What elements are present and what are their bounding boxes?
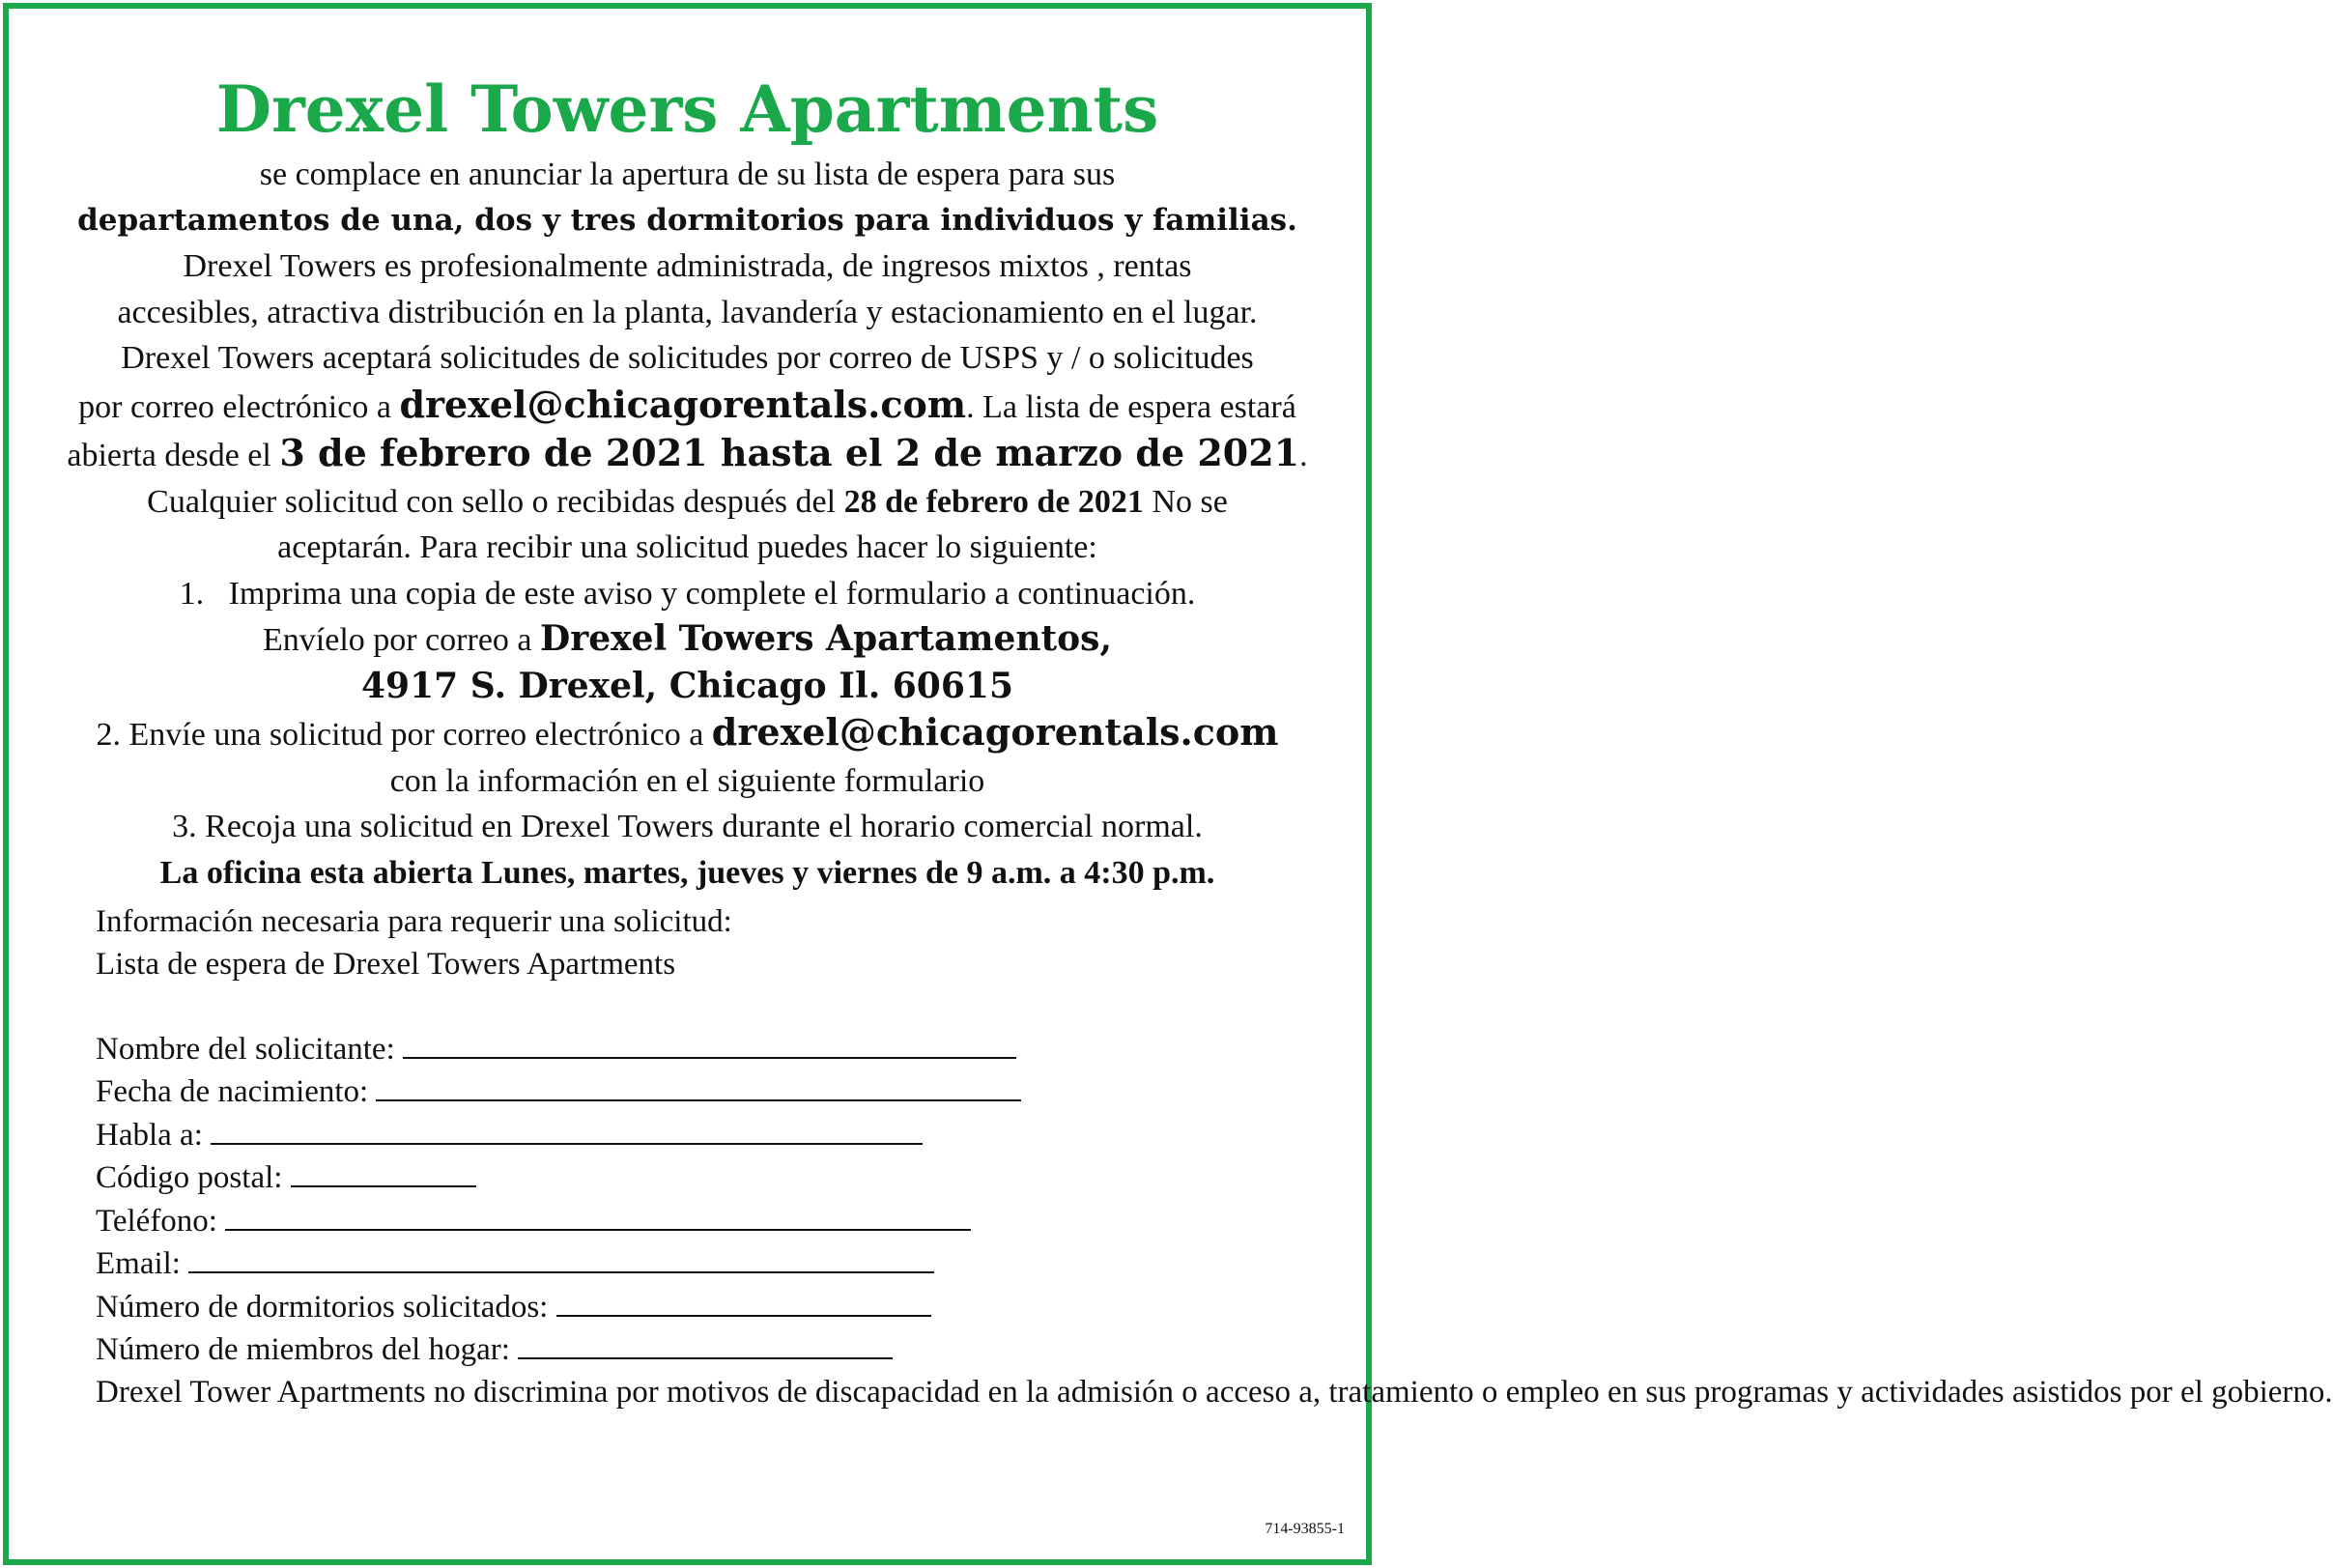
step-2 bbox=[9, 709, 1366, 758]
field-bedrooms-label: Número de dormitorios solicitados: bbox=[96, 1289, 549, 1325]
field-zip-blank[interactable] bbox=[291, 1156, 476, 1187]
field-dob bbox=[96, 1070, 1303, 1114]
step-3: 3. Recoja una solicitud en Drexel Towers durante el horario comercial normal. bbox=[172, 809, 1203, 844]
field-household-label: Número de miembros del hogar: bbox=[96, 1332, 510, 1367]
field-dob-label: Fecha de nacimiento: bbox=[96, 1074, 369, 1109]
intro-line-4: accesibles, atractiva distribución en la planta, lavandería y estacionamiento en el lugar. bbox=[117, 294, 1258, 330]
intro-line-3: Drexel Towers es profesionalmente administrada, de ingresos mixtos , rentas bbox=[183, 248, 1192, 284]
intro-line-5: Drexel Towers aceptará solicitudes de solicitudes por correo de USPS y / o solicitudes bbox=[121, 340, 1254, 376]
field-language-blank[interactable] bbox=[211, 1114, 923, 1145]
intro-line-6 bbox=[9, 382, 1366, 431]
announcement-body bbox=[9, 152, 1366, 896]
office-hours: La oficina esta abierta Lunes, martes, jueves y viernes de 9 a.m. a 4:30 p.m. bbox=[159, 854, 1215, 891]
intro-line-7 bbox=[9, 430, 1366, 479]
mail-recipient: Drexel Towers Apartamentos, bbox=[540, 618, 1112, 659]
field-name-label: Nombre del solicitante: bbox=[96, 1031, 395, 1067]
field-bedrooms-blank[interactable] bbox=[556, 1286, 931, 1317]
intro-line-7-a: abierta desde el bbox=[67, 438, 271, 473]
ad-code: 714-93855-1 bbox=[1265, 1521, 1345, 1537]
field-bedrooms bbox=[96, 1286, 1303, 1329]
step-1-mail bbox=[9, 616, 1366, 664]
intro-line-6-b: . La lista de espera estará bbox=[966, 388, 1296, 425]
step-2-a: 2. Envíe una solicitud por correo electrónico a bbox=[96, 717, 704, 753]
field-name-blank[interactable] bbox=[403, 1028, 1016, 1059]
field-name bbox=[96, 1028, 1303, 1071]
intro-line-6-a: por correo electrónico a bbox=[78, 388, 391, 425]
step-1-mail-a: Envíelo por correo a bbox=[263, 622, 532, 658]
ad-frame bbox=[3, 3, 2333, 1565]
field-phone-label: Teléfono: bbox=[96, 1203, 217, 1239]
field-email-label: Email: bbox=[96, 1246, 181, 1281]
email-link[interactable]: drexel@chicagorentals.com bbox=[399, 382, 967, 426]
mail-address: 4917 S. Drexel, Chicago Il. 60615 bbox=[361, 665, 1013, 706]
form-spacer bbox=[96, 985, 1303, 1028]
intro-line-8-b: No se bbox=[1152, 483, 1228, 520]
field-household-blank[interactable] bbox=[518, 1328, 893, 1359]
intro-line-9: aceptarán. Para recibir una solicitud puedes hacer lo siguiente: bbox=[277, 529, 1097, 565]
intro-line-1: se complace en anunciar la apertura de su lista de espera para sus bbox=[259, 157, 1116, 192]
request-form bbox=[96, 901, 2333, 1413]
page-title: Drexel Towers Apartments bbox=[215, 71, 1159, 147]
intro-line-7-b: . bbox=[1299, 438, 1308, 473]
field-email bbox=[96, 1242, 1303, 1286]
non-discrimination-notice: Drexel Tower Apartments no discrimina por motivos de discapacidad en la admisión o acceso a, tratamiento o empleo en sus programas y actividades asistidos por el gobierno. bbox=[96, 1374, 2333, 1410]
email-link-2[interactable]: drexel@chicagorentals.com bbox=[711, 710, 1279, 754]
form-heading-1: Información necesaria para requerir una solicitud: bbox=[96, 904, 732, 939]
step-1: 1. Imprima una copia de este aviso y complete el formulario a continuación. bbox=[179, 575, 1196, 612]
deadline-date: 28 de febrero de 2021 bbox=[843, 483, 1144, 520]
intro-line-8 bbox=[9, 479, 1366, 526]
open-dates: 3 de febrero de 2021 hasta el 2 de marzo de 2021 bbox=[279, 431, 1300, 474]
unit-types: departamentos de una, dos y tres dormitorios para individuos y familias. bbox=[77, 202, 1297, 238]
field-language-label: Habla a: bbox=[96, 1117, 203, 1153]
field-household bbox=[96, 1328, 1303, 1372]
step-2-b: con la información en el siguiente formulario bbox=[389, 762, 985, 799]
field-dob-blank[interactable] bbox=[376, 1070, 1021, 1101]
form-heading-2: Lista de espera de Drexel Towers Apartments bbox=[96, 946, 676, 982]
field-language bbox=[96, 1114, 1303, 1157]
field-phone-blank[interactable] bbox=[225, 1200, 971, 1231]
field-zip-label: Código postal: bbox=[96, 1160, 283, 1195]
intro-line-8-a: Cualquier solicitud con sello o recibidas después del bbox=[147, 483, 837, 520]
field-phone bbox=[96, 1200, 1303, 1243]
field-zip bbox=[96, 1156, 1303, 1200]
field-email-blank[interactable] bbox=[188, 1242, 934, 1273]
